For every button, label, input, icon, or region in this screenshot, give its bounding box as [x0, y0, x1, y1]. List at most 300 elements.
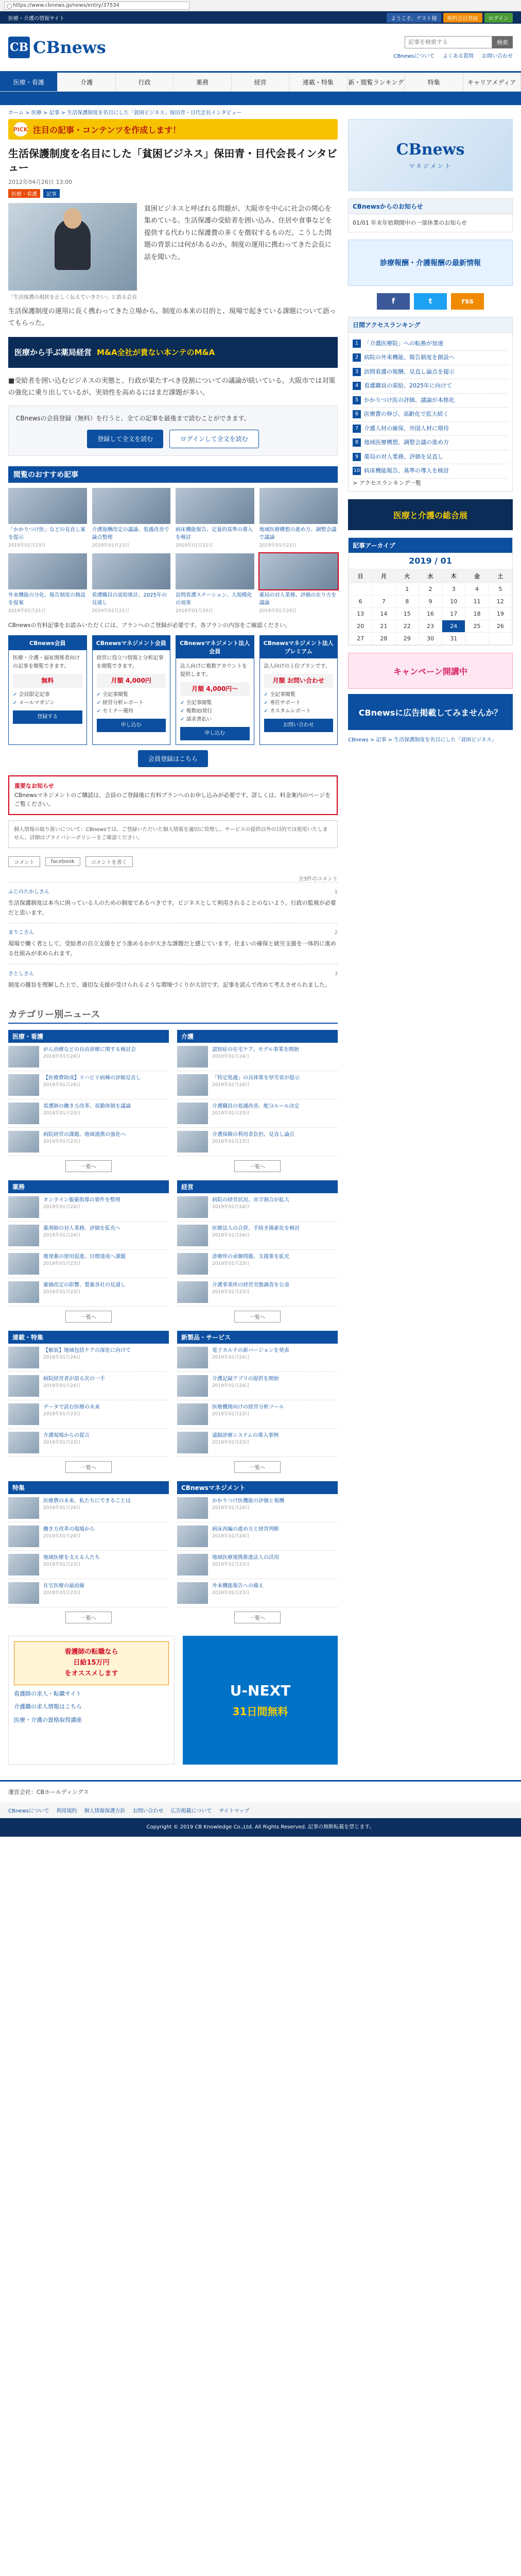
- plan-feature: ✓ 請求書払い: [180, 716, 250, 724]
- category-item-title: 介護現場からの提言: [43, 1433, 90, 1439]
- category-item[interactable]: [177, 1522, 338, 1551]
- category-more-button[interactable]: 一覧へ: [234, 1160, 281, 1172]
- search-button[interactable]: 検索: [492, 36, 513, 48]
- category-item[interactable]: [8, 1071, 169, 1099]
- calendar-day[interactable]: 4: [465, 583, 489, 596]
- calendar-day[interactable]: 16: [419, 608, 442, 620]
- article-photo: [8, 203, 137, 291]
- category-item[interactable]: [177, 1344, 338, 1372]
- plan-price: 月額 4,000円〜: [180, 682, 250, 696]
- calendar-day[interactable]: 27: [349, 633, 372, 645]
- ranking-item[interactable]: [353, 365, 508, 380]
- calendar-day[interactable]: 14: [372, 608, 395, 620]
- ranking-item[interactable]: [353, 450, 508, 465]
- category-item-date: 2019年01月24日: [212, 1355, 250, 1361]
- notice-box-title: CBnewsからのお知らせ: [349, 199, 512, 214]
- category-item-text: [212, 1347, 289, 1368]
- ranking-title-text: 介護人材の確保、外国人材に期待: [364, 425, 449, 432]
- category-item-thumb: [177, 1403, 208, 1425]
- nurse-job-ad[interactable]: [8, 1636, 175, 1765]
- category-item[interactable]: [8, 1043, 169, 1071]
- plan-name: CBnewsマネジメント法人プレミアム: [260, 636, 338, 658]
- category-item[interactable]: [8, 1372, 169, 1400]
- notice-box-text[interactable]: 01/01 年末年始期間中の一部休業のお知らせ: [353, 219, 467, 226]
- calendar-day[interactable]: 17: [442, 608, 465, 620]
- nav-item[interactable]: 特集: [405, 73, 463, 91]
- site-tagline: 医療・介護の情報サイト: [8, 15, 65, 22]
- category-item[interactable]: [177, 1429, 338, 1457]
- recommended-item[interactable]: [92, 488, 171, 548]
- category-item[interactable]: [8, 1579, 169, 1607]
- article-tag[interactable]: 医療・看護: [8, 189, 40, 198]
- category-item-title: 病床再編の進め方と経営判断: [212, 1527, 279, 1533]
- plan-button[interactable]: 登録する: [13, 710, 82, 724]
- recommended-item[interactable]: [259, 488, 338, 548]
- ranking-title-text: 薬局の対人業務、評価を見直し: [364, 453, 443, 460]
- calendar-day[interactable]: 18: [465, 608, 489, 620]
- category-item-date: 2019年01月23日: [43, 1412, 81, 1417]
- nav-item[interactable]: 医療・看護: [0, 73, 58, 91]
- calendar-day[interactable]: 13: [349, 608, 372, 620]
- plan-register-button[interactable]: 会員登録はこちら: [138, 750, 208, 767]
- ranking-number: 1: [353, 340, 361, 348]
- footer-link[interactable]: 個人情報保護方針: [84, 1808, 126, 1815]
- calendar-weekday: 金: [465, 569, 489, 583]
- category-more-button[interactable]: 一覧へ: [65, 1461, 112, 1473]
- category-item-title: 病院経営の課題、地域連携の強化へ: [43, 1132, 126, 1138]
- category-item-date: 2019年01月24日: [212, 1505, 250, 1511]
- calendar-day[interactable]: 29: [395, 633, 419, 645]
- category-item[interactable]: [8, 1522, 169, 1551]
- category-item-title: 薬剤師の対人業務、評価を拡充へ: [43, 1226, 120, 1232]
- recommended-title: 薬局の対人業務、評価の在り方を議論: [259, 592, 337, 606]
- facebook-share-button[interactable]: facebook: [45, 857, 80, 866]
- recommended-date: 2019年01月22日: [176, 543, 213, 549]
- plan-price: 月額 お問い合わせ: [264, 674, 334, 688]
- plans-list: [8, 635, 338, 745]
- category-item-title: 地域医療を支える人たち: [43, 1555, 100, 1561]
- category-item[interactable]: [177, 1193, 338, 1222]
- calendar-day[interactable]: 30: [419, 633, 442, 645]
- nurse-job-ad-headline: 看護師の転職なら 日給15万円 をオススメします: [14, 1641, 169, 1685]
- recommended-item[interactable]: [8, 553, 87, 614]
- category-item-date: 2019年01月24日: [43, 1054, 81, 1060]
- plan-body: [260, 658, 338, 736]
- plan-feature: ✓ カスタムレポート: [264, 707, 334, 716]
- recommended-thumb: [92, 553, 171, 589]
- calendar-day: [489, 633, 512, 645]
- comment-item: [8, 882, 338, 923]
- browser-chrome: [0, 0, 521, 11]
- special-banner-text: 注目の記事・コンテンツを作成します！: [33, 125, 181, 135]
- calendar-day[interactable]: 3: [442, 583, 465, 596]
- category-item-title: 【医療費助成】リハビリ病棟の評価見直し: [43, 1075, 141, 1081]
- recommended-item[interactable]: [176, 488, 254, 548]
- ranking-number: 9: [353, 453, 361, 461]
- calendar-day[interactable]: 11: [465, 596, 489, 608]
- url-bar[interactable]: https://www.cbnews.jp/news/entry/37534: [4, 2, 189, 10]
- category-item-date: 2019年01月23日: [212, 1261, 250, 1267]
- category-more-button[interactable]: 一覧へ: [65, 1160, 112, 1172]
- category-item-date: 2019年01月23日: [43, 1562, 81, 1568]
- category-item[interactable]: [8, 1250, 169, 1278]
- ranking-number: 4: [353, 382, 361, 390]
- calendar-weekday: 土: [489, 569, 512, 583]
- category-item-text: [212, 1103, 300, 1124]
- category-item-thumb: [8, 1497, 39, 1519]
- category-item[interactable]: [177, 1071, 338, 1099]
- category-item-thumb: [8, 1253, 39, 1275]
- article-title: 生活保護制度を名目にした「貧困ビジネス」保田青・目代会長インタビュー: [8, 147, 337, 174]
- guest-greeting: ようこそ、ゲスト様: [387, 13, 441, 23]
- category-name: 医療・看護: [8, 1030, 169, 1043]
- category-block: [177, 1030, 338, 1172]
- ranking-title-text: 病院の外来機能、報告制度を創設へ: [364, 354, 455, 361]
- calendar-day[interactable]: 7: [372, 596, 395, 608]
- category-item-title: 認知症の在宅ケア、モデル事業を開始: [212, 1047, 299, 1053]
- category-item-text: [43, 1225, 120, 1246]
- plan-price: 月額 4,000円: [97, 674, 166, 688]
- plan-feature: ✓ 全記事閲覧: [180, 699, 250, 707]
- nav-item[interactable]: 経営: [232, 73, 289, 91]
- calendar-day[interactable]: 31: [442, 633, 465, 645]
- ranking-title: 日間アクセスランキング: [349, 317, 512, 333]
- calendar-day[interactable]: 24: [442, 620, 465, 633]
- calendar-day[interactable]: 23: [419, 620, 442, 633]
- recommended-item[interactable]: [92, 553, 171, 614]
- comment-number: 2: [334, 930, 338, 936]
- ranking-title-text: 看護職員の需給、2025年に向けて: [364, 382, 452, 389]
- ranking-item[interactable]: [353, 408, 508, 422]
- category-item-text: [212, 1131, 294, 1153]
- category-item[interactable]: [8, 1193, 169, 1222]
- category-item-text: [212, 1196, 289, 1218]
- person-head: [63, 208, 82, 229]
- category-item-thumb: [8, 1225, 39, 1246]
- category-item-date: 2019年01月24日: [43, 1505, 81, 1511]
- recommended-thumb: [92, 488, 171, 524]
- category-item-thumb: [177, 1225, 208, 1246]
- calendar-day[interactable]: 21: [372, 620, 395, 633]
- category-item-thumb: [177, 1554, 208, 1575]
- category-item-text: [212, 1225, 300, 1246]
- recommended-item[interactable]: [176, 553, 254, 614]
- category-item[interactable]: [177, 1222, 338, 1250]
- category-item-thumb: [8, 1103, 39, 1124]
- category-item-text: [212, 1582, 264, 1604]
- category-item-title: 介護職員の処遇改善、配分ルール決定: [212, 1104, 300, 1110]
- category-item-text: [212, 1497, 284, 1519]
- category-more-button[interactable]: 一覧へ: [65, 1311, 112, 1323]
- recommended-thumb: [8, 553, 87, 589]
- plan-desc: 経営に役立つ情報と分析記事を閲覧できます。: [96, 655, 164, 669]
- category-item-text: [212, 1074, 300, 1096]
- category-name: 新製品・サービス: [177, 1331, 338, 1344]
- footer-link[interactable]: サイトマップ: [219, 1808, 250, 1815]
- recommended-heading: 閲覧のおすすめ記事: [8, 466, 338, 483]
- sidebar-breadcrumb[interactable]: CBnews > 記事 > 生活保護制度を名目にした「貧困ビジネス」: [348, 737, 497, 743]
- recommended-item[interactable]: [259, 553, 338, 614]
- footer-link[interactable]: お問い合わせ: [132, 1808, 164, 1815]
- plan-card: [176, 635, 254, 745]
- calendar-day: [372, 583, 395, 596]
- category-item-title: 働き方改革の現場から: [43, 1527, 95, 1533]
- ranking-item[interactable]: [353, 337, 508, 351]
- category-item[interactable]: [8, 1494, 169, 1522]
- category-item-thumb: [8, 1582, 39, 1604]
- campaign-ad[interactable]: キャンペーン開講中: [348, 653, 513, 689]
- recommended-date: 2019年01月20日: [259, 608, 297, 614]
- article-tag[interactable]: 記事: [43, 189, 60, 198]
- category-item-text: [43, 1103, 131, 1124]
- category-item-text: [43, 1074, 141, 1096]
- calendar-day[interactable]: 6: [349, 596, 372, 608]
- calendar-day[interactable]: 19: [489, 608, 512, 620]
- nav-item[interactable]: 行政: [116, 73, 173, 91]
- category-name: 連載・特集: [8, 1331, 169, 1344]
- category-item[interactable]: [177, 1551, 338, 1579]
- footer-link[interactable]: 利用規約: [56, 1808, 77, 1815]
- recommended-title: 地域医療構想の進め方、調整会議で議論: [259, 527, 337, 541]
- recommended-date: 2019年01月23日: [92, 543, 130, 549]
- category-item[interactable]: [8, 1128, 169, 1156]
- calendar-day[interactable]: 26: [489, 620, 512, 633]
- calendar-day[interactable]: 9: [419, 596, 442, 608]
- calendar-day[interactable]: 5: [489, 583, 512, 596]
- article-lead: 貧困ビジネスと呼ばれる問題が、大阪市を中心に社会の関心を集めている。生活保護の受給者を囲い込み、住居や食事などを提供する代わりに保護費の多くを徴収するものだ。こうした問題の背景には何があるのか。制度の運用に携わってきた会長に話を聞いた。: [144, 205, 332, 261]
- category-item[interactable]: [177, 1400, 338, 1429]
- advertise-ad[interactable]: CBnewsに広告掲載してみませんか？: [348, 694, 513, 730]
- category-item-date: 2019年01月23日: [212, 1111, 250, 1116]
- calendar-day[interactable]: 15: [395, 608, 419, 620]
- register-read-button[interactable]: 登録して全文を読む: [87, 430, 163, 448]
- category-item-text: [43, 1046, 136, 1067]
- category-item-title: 後発薬の使用促進、目標達成へ課題: [43, 1254, 126, 1260]
- plan-desc: 医療・介護・福祉関係者向けの記事を閲覧できます。: [13, 655, 80, 669]
- calendar-day[interactable]: 2: [419, 583, 442, 596]
- site-logo[interactable]: [8, 37, 106, 58]
- category-item-text: [212, 1281, 289, 1303]
- recommended-title: 病床機能報告、定量的基準の導入を検討: [176, 527, 253, 541]
- nav-item[interactable]: 新・閲覧ランキング: [348, 73, 405, 91]
- ranking-item[interactable]: [353, 394, 508, 408]
- category-block: [177, 1331, 338, 1473]
- ranking-item[interactable]: [353, 464, 508, 479]
- calendar-day[interactable]: 10: [442, 596, 465, 608]
- category-item-text: [212, 1554, 279, 1575]
- category-item-title: 外来機能報告への備え: [212, 1583, 264, 1589]
- ranking-item[interactable]: [353, 436, 508, 450]
- mna-ad-text: 医療から手ぶ薬局経営: [14, 348, 92, 358]
- category-name: 経営: [177, 1180, 338, 1193]
- comment-count-button[interactable]: コメント: [8, 856, 40, 867]
- rss-icon[interactable]: rss: [451, 293, 484, 310]
- important-notice: [8, 775, 338, 815]
- plan-features: [180, 699, 250, 724]
- ranking-item[interactable]: [353, 351, 508, 365]
- category-more-button[interactable]: 一覧へ: [234, 1461, 281, 1473]
- calendar-title: 記事アーカイブ: [349, 538, 512, 553]
- category-item-thumb: [177, 1347, 208, 1368]
- comment-author[interactable]: ふじのたかしさん: [8, 889, 49, 895]
- plan-feature: ✓ 専任サポート: [264, 699, 334, 707]
- category-item-date: 2019年01月24日: [43, 1534, 81, 1539]
- category-more-button[interactable]: 一覧へ: [234, 1311, 281, 1323]
- category-item-text: [212, 1253, 289, 1275]
- category-item-text: [212, 1375, 279, 1397]
- comment-text: 制度の趣旨を理解した上で、適切な支援が受けられるような環境づくりが大切です。記事を読んで改めて考えさせられました。: [8, 981, 331, 988]
- breadcrumb[interactable]: ホーム > 医療 > 記事 > 生活保護制度を名目にした「貧困ビジネス」保田青・目代会長インタビュー: [8, 110, 242, 116]
- ranking-item[interactable]: [353, 422, 508, 436]
- main-nav: [0, 71, 521, 92]
- calendar-day[interactable]: 28: [372, 633, 395, 645]
- calendar-day[interactable]: 20: [349, 620, 372, 633]
- login-button[interactable]: ログイン: [484, 13, 513, 23]
- twitter-icon[interactable]: t: [414, 293, 447, 310]
- logo-text: CBnews: [33, 38, 106, 57]
- recommended-date: 2019年01月21日: [8, 608, 46, 614]
- plan-body: [9, 650, 86, 728]
- comment-header: [8, 970, 338, 978]
- category-item-thumb: [8, 1347, 39, 1368]
- category-item[interactable]: [8, 1400, 169, 1429]
- nurse-ad-link[interactable]: 介護職の求人情報はこちら: [14, 1703, 82, 1710]
- nav-item[interactable]: 薬務: [173, 73, 231, 91]
- category-item[interactable]: [8, 1099, 169, 1128]
- unext-ad-offer: 31日間無料: [232, 1705, 288, 1718]
- footer-link[interactable]: CBnewsについて: [8, 1808, 49, 1815]
- recommended-title: 外来機能の分化、報告制度の創設を提案: [8, 592, 85, 606]
- ranking-number: 5: [353, 396, 361, 404]
- recommended-date: 2019年01月21日: [92, 608, 130, 614]
- expo-banner[interactable]: 医療と介護の総合展: [348, 499, 513, 530]
- category-item-thumb: [8, 1375, 39, 1397]
- write-comment-button[interactable]: コメントを書く: [85, 856, 133, 867]
- comment-number: 1: [334, 889, 338, 895]
- plan-features: [264, 691, 334, 716]
- category-name: 特集: [8, 1481, 169, 1494]
- plan-feature: ✓ 経営分析レポート: [97, 699, 166, 707]
- comment-text: 生活保護制度は本当に困っている人のための制度であるべきです。ビジネスとして利用されることのないよう、行政の監視が必要だと思います。: [8, 899, 336, 916]
- unext-ad[interactable]: [183, 1636, 338, 1765]
- category-item-thumb: [177, 1582, 208, 1604]
- category-item[interactable]: [177, 1278, 338, 1307]
- category-block: [8, 1030, 169, 1172]
- header-links: [393, 52, 513, 59]
- category-item[interactable]: [8, 1551, 169, 1579]
- category-news-grid: [8, 1030, 338, 1623]
- archive-calendar: [348, 537, 513, 646]
- category-item[interactable]: [8, 1344, 169, 1372]
- category-name: 薬務: [8, 1180, 169, 1193]
- category-item[interactable]: [177, 1372, 338, 1400]
- calendar-day[interactable]: 22: [395, 620, 419, 633]
- photo-caption: 「生活保護の現状を正しく伝えていきたい」と語る会長: [8, 295, 137, 300]
- category-item[interactable]: [177, 1043, 338, 1071]
- recommended-thumb: [259, 553, 338, 589]
- comment-header: [8, 888, 338, 896]
- category-item[interactable]: [177, 1494, 338, 1522]
- register-button[interactable]: 無料会員登録: [443, 13, 482, 23]
- calendar-day[interactable]: 1: [395, 583, 419, 596]
- category-item[interactable]: [177, 1128, 338, 1156]
- plan-feature: ✓ 会員限定記事: [13, 691, 82, 699]
- category-item[interactable]: [8, 1429, 169, 1457]
- category-name: 介護: [177, 1030, 338, 1043]
- management-logo-sub: マネジメント: [409, 162, 452, 170]
- footer-link[interactable]: 広告掲載について: [170, 1808, 212, 1815]
- nurse-ad-link[interactable]: 医療・介護の資格取得講座: [14, 1716, 82, 1723]
- header-link[interactable]: CBnewsについて: [393, 53, 435, 59]
- calendar-day[interactable]: 25: [465, 620, 489, 633]
- recommended-item[interactable]: [8, 488, 87, 548]
- privacy-info: 個人情報の取り扱いについて：CBnewsでは、ご登録いただいた個人情報を適切に管理し、サービスの提供以外の目的では使用いたしません。詳細はプライバシーポリシーをご確認ください。: [8, 820, 338, 848]
- recommended-title: 「かかりつけ医」などの見直し案を提示: [8, 527, 85, 541]
- mna-ad-banner[interactable]: [8, 337, 338, 368]
- ranking-title-text: 「介護医療院」への転換が加速: [364, 340, 443, 347]
- calendar-day[interactable]: 12: [489, 596, 512, 608]
- ranking-more-link[interactable]: > アクセスランキング一覧: [353, 479, 422, 486]
- login-read-button[interactable]: ログインして全文を読む: [169, 430, 258, 448]
- category-more-button[interactable]: 一覧へ: [234, 1612, 281, 1623]
- site-header: [0, 24, 521, 71]
- plan-button[interactable]: お問い合わせ: [264, 719, 334, 732]
- plan-price: 無料: [13, 674, 82, 688]
- management-logo[interactable]: [348, 119, 513, 191]
- category-item[interactable]: [8, 1278, 169, 1307]
- article-paragraph: 生活保護制度の運用に長く携わってきた立場から、制度の本来の目的と、現場で起きている課題について語ってもらった。: [8, 308, 336, 328]
- category-item[interactable]: [177, 1099, 338, 1128]
- plan-button[interactable]: 申し込む: [180, 727, 250, 740]
- copyright: Copyright © 2019 CB Knowledge Co.,Ltd. All Rights Reserved. 記事の無断転載を禁じます。: [0, 1818, 521, 1837]
- category-item-date: 2019年01月24日: [212, 1082, 250, 1088]
- calendar-weekday: 日: [349, 569, 372, 583]
- ranking-title-text: 医療費の伸び、高齢化で拡大続く: [364, 411, 449, 418]
- nav-item[interactable]: キャリアメディア: [463, 73, 521, 91]
- facebook-icon[interactable]: f: [377, 293, 410, 310]
- recommended-title: 看護職員の需給推計、2025年の見通し: [92, 592, 167, 606]
- calendar-day[interactable]: 8: [395, 596, 419, 608]
- special-banner[interactable]: [8, 119, 338, 140]
- category-item[interactable]: [177, 1579, 338, 1607]
- nav-item[interactable]: 介護: [58, 73, 115, 91]
- comment-text: 現場で働く者として、受給者の自立支援をどう進めるかが大きな課題だと感じています。住まいの確保と就労支援を一体的に進める仕組みが求められます。: [8, 940, 336, 957]
- category-item-date: 2019年01月24日: [43, 1233, 81, 1239]
- plan-feature: ✓ 全記事閲覧: [97, 691, 166, 699]
- important-notice-title: 重要なお知らせ: [14, 783, 54, 790]
- category-item[interactable]: [177, 1250, 338, 1278]
- category-more-button[interactable]: 一覧へ: [65, 1612, 112, 1623]
- category-item-title: 診療所の承継問題、支援策を拡充: [212, 1254, 289, 1260]
- category-item-date: 2019年01月23日: [43, 1261, 81, 1267]
- ranking-item[interactable]: [353, 379, 508, 394]
- nav-item[interactable]: 連載・特集: [289, 73, 347, 91]
- sidebar-ad[interactable]: 診療報酬・介護報酬の最新情報: [348, 240, 513, 286]
- category-item[interactable]: [8, 1222, 169, 1250]
- nurse-ad-link[interactable]: 看護師の求人・転職サイト: [14, 1690, 82, 1697]
- category-item-text: [43, 1497, 131, 1519]
- plan-button[interactable]: 申し込む: [97, 719, 166, 732]
- category-item-date: 2019年01月24日: [212, 1054, 250, 1060]
- category-item-title: 病院の経営状況、赤字割合が拡大: [212, 1197, 289, 1204]
- header-link[interactable]: お問い合わせ: [482, 53, 513, 59]
- comment-author[interactable]: まりこさん: [8, 930, 34, 936]
- plan-features: [97, 691, 166, 716]
- comment-author[interactable]: さとしさん: [8, 971, 34, 977]
- category-item-date: 2019年01月23日: [43, 1139, 81, 1145]
- search-input[interactable]: [405, 36, 492, 48]
- header-link[interactable]: よくある質問: [443, 53, 474, 59]
